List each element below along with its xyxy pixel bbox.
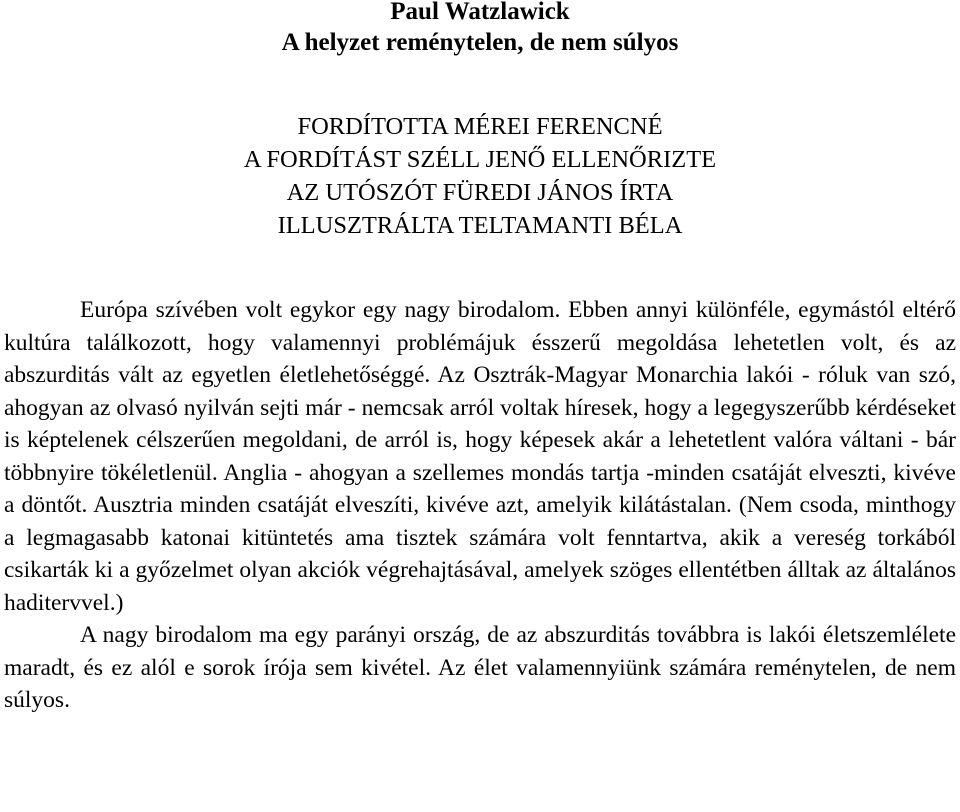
author-name: Paul Watzlawick (390, 0, 570, 25)
paragraph: A nagy birodalom ma egy parányi ország, de az abszurditás továbbra is lakói életszemlélete maradt, és ez alól e sorok írója sem kivétel. Az élet valamennyiünk számára reménytelen, de nem súlyos. (4, 622, 956, 713)
book-title: A helyzet reménytelen, de nem súlyos (281, 29, 679, 56)
credit-reviewer: A FORDÍTÁST SZÉLL JENŐ ELLENŐRIZTE (243, 146, 717, 173)
credit-afterword: AZ UTÓSZÓT FÜREDI JÁNOS ÍRTA (286, 179, 674, 206)
document-header (4, 0, 956, 58)
paragraph: Európa szívében volt egykor egy nagy birodalom. Ebben annyi különféle, egymástól eltérő kultúra találkozott, hogy valamennyi problémájuk ésszerű megoldása lehetetlen volt, és az abszurditás vált az egyetlen életlehetőséggé. Az Osztrák-Magyar Monarchia lakói - róluk van szó, ahogyan az olvasó nyilván sejti már - nemcsak arról voltak híresek, hogy a legegyszerűbb kérdéseket is képtelenek célszerűen megoldani, de arról is, hogy képesek akár a lehetetlent valóra váltani - bár többnyire tökéletlenül. Anglia - ahogyan a szellemes mondás tartja -minden csatáját elveszti, kivéve a döntőt. Ausztria minden csatáját elveszíti, kivéve azt, amelyik kilátástalan. (Nem csoda, minthogy a legmagasabb katonai kitüntetés ama tisztek számára volt fenntartva, akik a vereség torkából csikarták ki a győzelmet olyan akciók végrehajtásával, amelyek szöges ellentétben álltak az általános haditervvel.) (4, 297, 956, 616)
body-text (4, 294, 956, 717)
credit-translator: FORDÍTOTTA MÉREI FERENCNÉ (297, 113, 663, 140)
credits-block (4, 110, 956, 242)
credit-illustrator: ILLUSZTRÁLTA TELTAMANTI BÉLA (277, 212, 683, 239)
